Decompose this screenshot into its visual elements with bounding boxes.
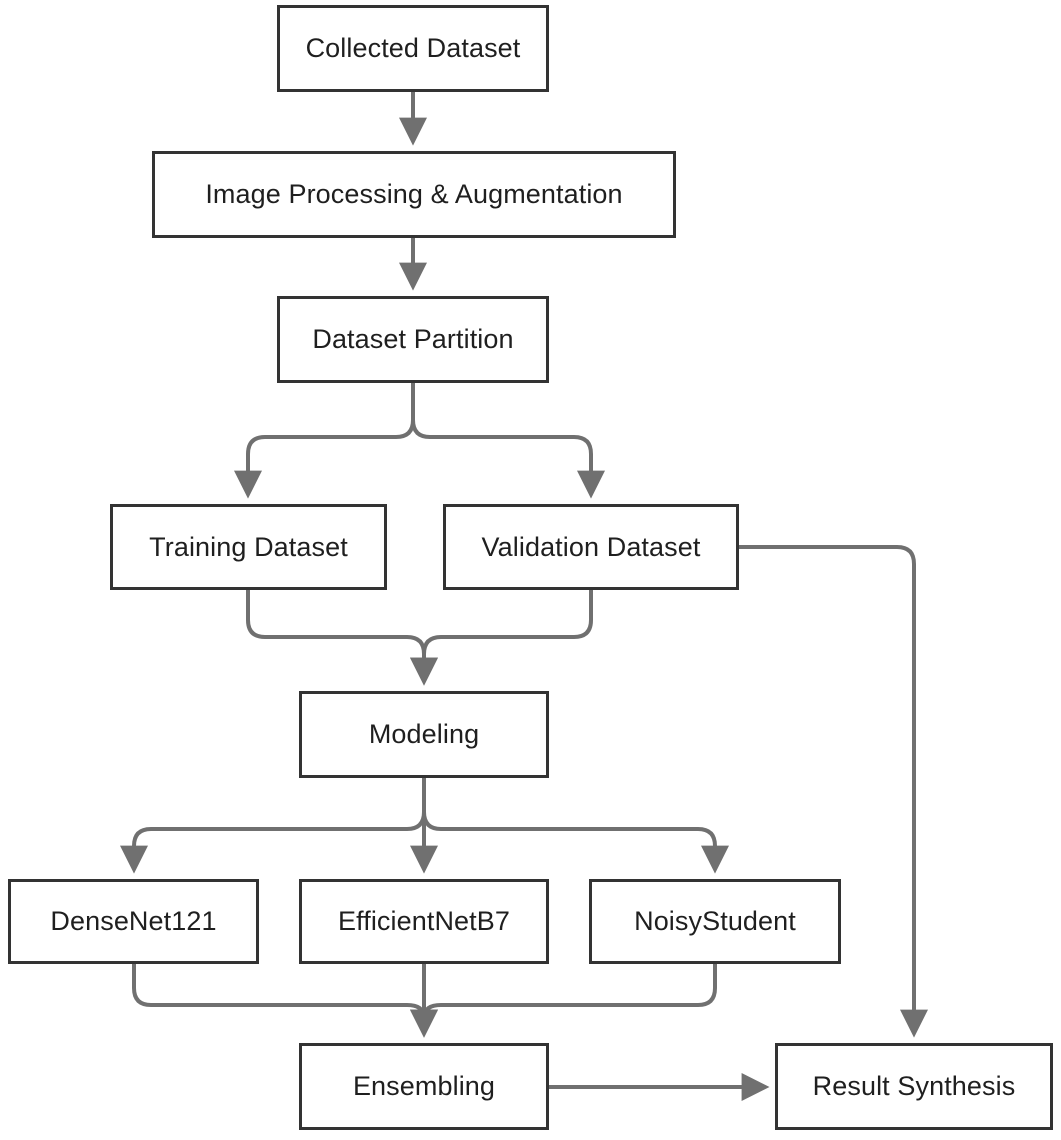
node-modeling[interactable] xyxy=(299,691,549,778)
edge-training-to-modeling xyxy=(248,590,424,680)
node-label: Ensembling xyxy=(352,1071,496,1101)
node-label: EfficientNetB7 xyxy=(338,906,510,936)
node-collected-dataset[interactable] xyxy=(277,5,549,92)
node-dataset-partition[interactable] xyxy=(277,296,549,383)
edge-partition-to-validation xyxy=(413,383,591,493)
edge-modeling-to-noisystudent xyxy=(424,778,715,868)
node-label: Training Dataset xyxy=(149,531,348,562)
node-result-synthesis[interactable] xyxy=(775,1043,1053,1130)
node-label: Dataset Partition xyxy=(312,324,514,354)
edge-validation-to-modeling xyxy=(424,590,591,680)
node-efficientnetb7[interactable] xyxy=(299,879,549,964)
node-label: Image Processing & Augmentation xyxy=(205,179,623,209)
edge-partition-to-training xyxy=(248,383,413,493)
node-label: DenseNet121 xyxy=(50,906,217,936)
node-ensembling[interactable] xyxy=(299,1043,549,1130)
node-label: Modeling xyxy=(368,719,480,749)
node-label: Validation Dataset xyxy=(481,531,701,562)
node-label: Result Synthesis xyxy=(812,1071,1016,1101)
node-validation-dataset[interactable] xyxy=(443,504,739,590)
node-densenet121[interactable] xyxy=(8,879,259,964)
edge-modeling-to-densenet xyxy=(134,778,424,868)
node-training-dataset[interactable] xyxy=(110,504,387,590)
edge-noisystudent-to-ensembling xyxy=(424,964,715,1032)
node-noisystudent[interactable] xyxy=(589,879,841,964)
edge-densenet-to-ensembling xyxy=(134,964,424,1032)
node-image-processing-augmentation[interactable] xyxy=(152,151,676,238)
node-label: Collected Dataset xyxy=(305,33,521,63)
node-label: NoisyStudent xyxy=(634,906,796,936)
